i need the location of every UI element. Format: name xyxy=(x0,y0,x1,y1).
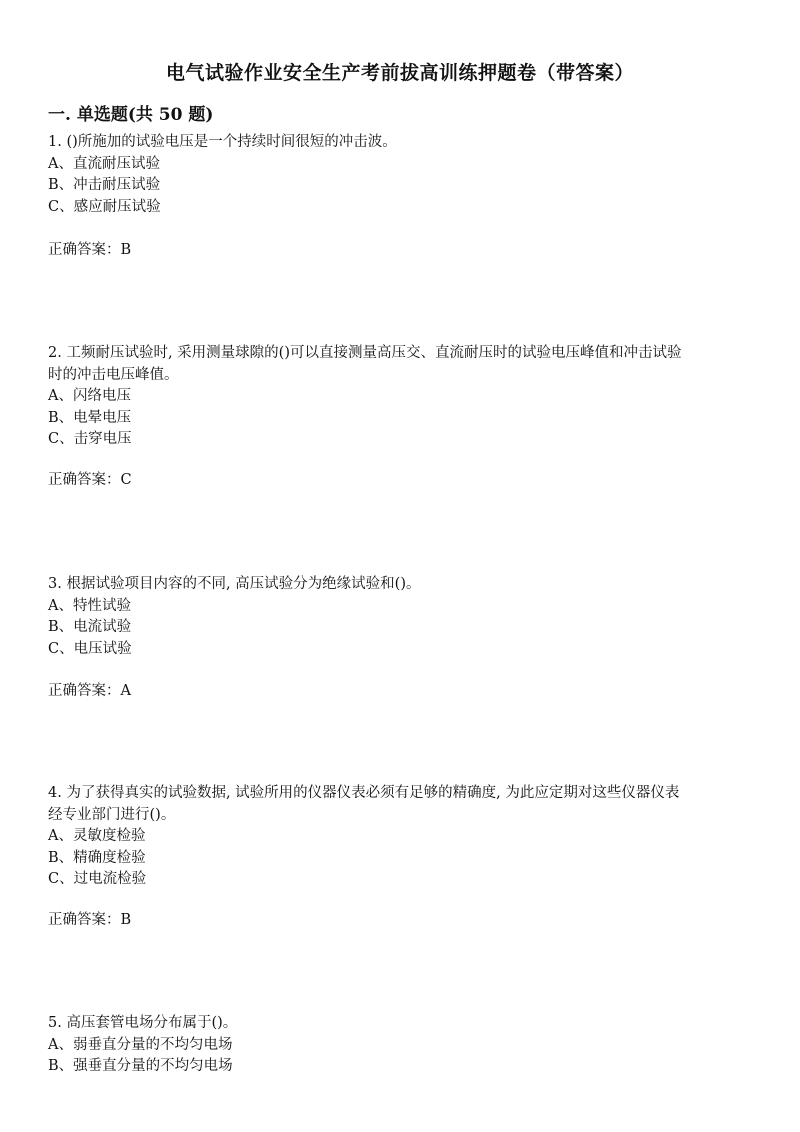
option-c: C、电压试验 xyxy=(48,640,132,657)
answer-3: 正确答案：A xyxy=(48,683,131,699)
answer-2: 正确答案：C xyxy=(48,472,132,488)
option-c: C、击穿电压 xyxy=(48,431,132,447)
question-stem: 2. 工频耐压试验时, 采用测量球隙的()可以直接测量高压交、直流耐压时的试验电压峰值和冲击试验 xyxy=(48,345,682,361)
question-2 xyxy=(48,343,758,451)
question-1 xyxy=(48,132,758,218)
question-stem: 5. 高压套管电场分布属于()。 xyxy=(48,1015,238,1031)
option-a: A、灵敏度检验 xyxy=(48,828,146,844)
question-5 xyxy=(48,1013,758,1078)
option-a: A、直流耐压试验 xyxy=(48,155,160,172)
question-stem-cont: 时的冲击电压峰值。 xyxy=(48,366,179,383)
option-a: A、特性试验 xyxy=(48,597,131,614)
option-b: B、精确度检验 xyxy=(48,849,146,866)
question-stem: 1. ()所施加的试验电压是一个持续时间很短的冲击波。 xyxy=(48,134,397,150)
option-b: B、电流试验 xyxy=(48,619,132,635)
question-stem-cont: 经专业部门进行()。 xyxy=(48,806,176,823)
question-stem: 3. 根据试验项目内容的不同, 高压试验分为绝缘试验和()。 xyxy=(48,576,421,592)
option-c: C、过电流检验 xyxy=(48,871,147,887)
page-title: 电气试验作业安全生产考前拔高训练押题卷（带答案） xyxy=(165,62,634,84)
option-a: A、弱垂直分量的不均匀电场 xyxy=(48,1036,233,1053)
option-b: B、冲击耐压试验 xyxy=(48,177,161,193)
answer-1: 正确答案：B xyxy=(48,242,132,258)
option-b: B、电晕电压 xyxy=(48,409,132,426)
question-stem: 4. 为了获得真实的试验数据, 试验所用的仪器仪表必须有足够的精确度, 为此应定期对这些仪器仪表 xyxy=(48,785,680,801)
answer-4: 正确答案：B xyxy=(48,912,132,928)
option-a: A、闪络电压 xyxy=(48,388,131,404)
option-b: B、强垂直分量的不均匀电场 xyxy=(48,1058,233,1074)
section-heading: 一. 单选题(共 50 题) xyxy=(48,105,214,125)
option-c: C、感应耐压试验 xyxy=(48,198,161,215)
question-4 xyxy=(48,783,758,891)
question-3 xyxy=(48,574,758,660)
